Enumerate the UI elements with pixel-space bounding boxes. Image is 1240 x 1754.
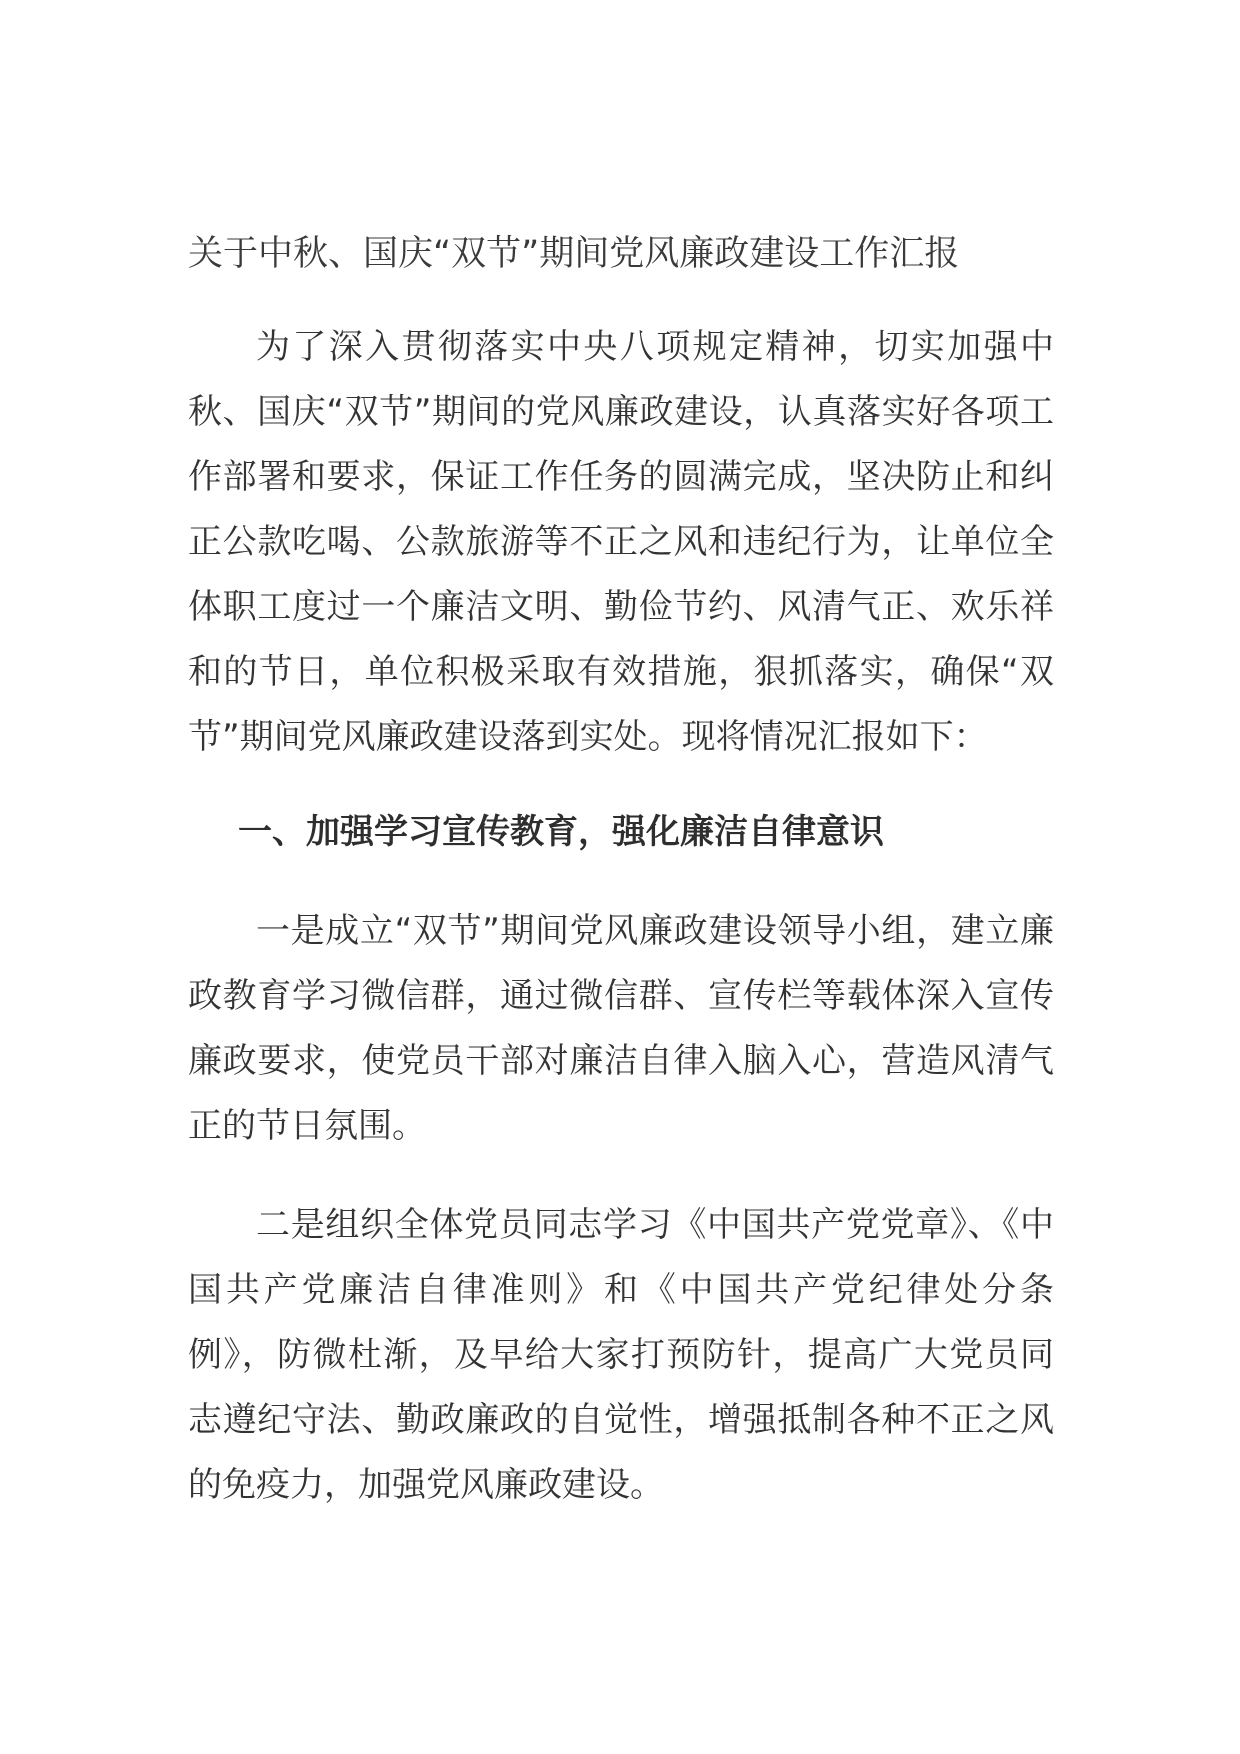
paragraph-point-one: 一是成立“双节”期间党风廉政建设领导小组，建立廉政教育学习微信群，通过微信群、宣传栏等载体深入宣传廉政要求，使党员干部对廉洁自律入脑入心，营造风清气正的节日氛围。: [188, 911, 1054, 1146]
paragraph-point-two: 二是组织全体党员同志学习《中国共产党党章》、《中国共产党廉洁自律准则》和《中国共产党纪律处分条例》，防微杜渐，及早给大家打预防针，提高广大党员同志遵纪守法、勤政廉政的自觉性，增强抵制各种不正之风的免疫力，加强党风廉政建设。: [188, 1205, 1054, 1505]
intro-paragraph: 为了深入贯彻落实中央八项规定精神，切实加强中秋、国庆“双节”期间的党风廉政建设，认真落实好各项工作部署和要求，保证工作任务的圆满完成，坚决防止和纠正公款吃喝、公款旅游等不正之风和违纪行为，让单位全体职工度过一个廉洁文明、勤俭节约、风清气正、欢乐祥和的节日，单位积极采取有效措施，狠抓落实，确保“双节”期间党风廉政建设落到实处。现将情况汇报如下：: [188, 327, 1054, 757]
section-heading: 一、加强学习宣传教育，强化廉洁自律意识: [238, 812, 884, 852]
document-title: 关于中秋、国庆“双节”期间党风廉政建设工作汇报: [188, 234, 960, 274]
document-page: [188, 232, 1054, 1518]
